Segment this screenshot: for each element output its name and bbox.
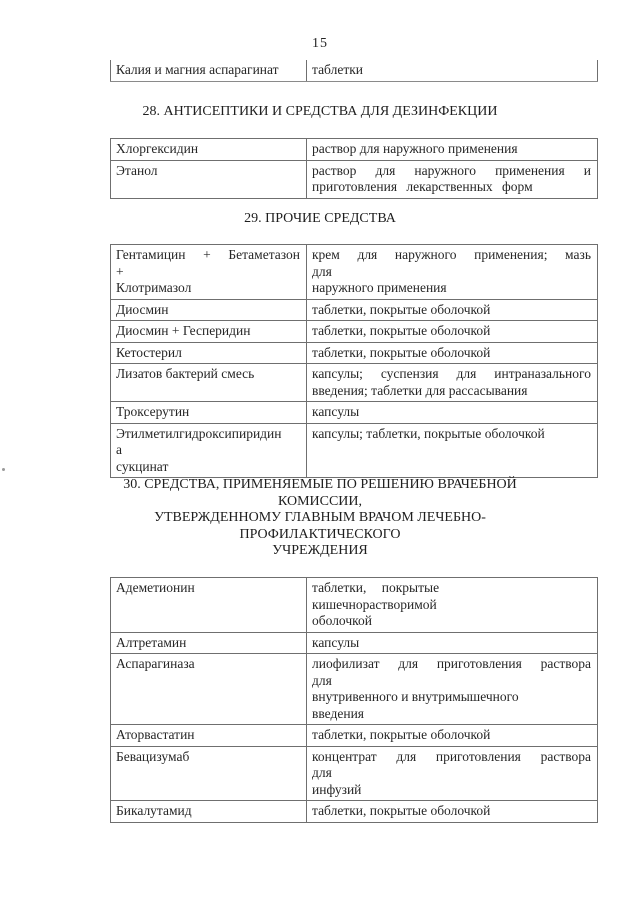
- drug-name-cell: [111, 423, 307, 478]
- dosage-form-cell: [307, 139, 598, 161]
- section-30-table: [110, 577, 598, 823]
- table-row: [111, 402, 598, 424]
- scan-speck-artifact: [2, 468, 5, 471]
- dosage-form-line: раствор для наружного применения и: [312, 162, 591, 178]
- dosage-form-line: таблетки, покрытые оболочкой: [312, 301, 491, 317]
- section-30-heading-line: КОМИССИИ,: [277, 493, 363, 509]
- section-28-heading: 28. АНТИСЕПТИКИ И СРЕДСТВА ДЛЯ ДЕЗИНФЕКЦИИ: [142, 104, 498, 119]
- dosage-form-line: капсулы: [312, 404, 360, 419]
- dosage-form-line: для: [312, 263, 332, 279]
- table-row: [111, 801, 598, 823]
- table-row: [111, 746, 598, 801]
- table-row: [111, 423, 598, 478]
- drug-name: Лизатов бактерий смесь: [116, 366, 255, 381]
- dosage-form-line: инфузий: [312, 781, 362, 797]
- drug-name: Аспарагиназа: [116, 656, 195, 671]
- dosage-form-cell: [307, 632, 598, 654]
- section-30-heading-line: УЧРЕЖДЕНИЯ: [272, 543, 368, 558]
- table-row: [111, 60, 598, 81]
- table-row: [111, 578, 598, 633]
- drug-name-cell: [111, 746, 307, 801]
- drug-name: Бевацизумаб: [116, 748, 190, 764]
- dosage-form-line: капсулы; суспензия для интраназального: [312, 366, 591, 381]
- drug-name-line: Этилметилгидроксипиридин: [116, 425, 282, 441]
- drug-name-cell: [111, 299, 307, 321]
- drug-name-cell: [111, 654, 307, 725]
- drug-name-cell: [111, 245, 307, 300]
- dosage-form-cell: [307, 578, 598, 633]
- dosage-form-line: оболочкой: [312, 613, 372, 628]
- drug-name-cell: [111, 801, 307, 823]
- dosage-form-line: капсулы; таблетки, покрытые оболочкой: [312, 425, 545, 441]
- drug-name-cell: [111, 402, 307, 424]
- dosage-form: таблетки: [312, 62, 364, 77]
- table-row: [111, 160, 598, 198]
- drug-name: Троксерутин: [116, 404, 190, 419]
- section-29-heading: 29. ПРОЧИЕ СРЕДСТВА: [244, 211, 396, 226]
- continuation-table: [110, 60, 598, 82]
- dosage-form-cell: [307, 160, 598, 198]
- drug-name: Кетостерил: [116, 344, 182, 360]
- drug-name-cell: [111, 60, 307, 81]
- table-row: [111, 632, 598, 654]
- drug-name-line: а: [116, 442, 122, 457]
- dosage-form-line: для: [312, 765, 332, 780]
- drug-name-cell: [111, 578, 307, 633]
- drug-name-line: Клотримазол: [116, 280, 192, 295]
- drug-name: Аторвастатин: [116, 727, 195, 742]
- dosage-form-line: лиофилизат для приготовления раствора: [312, 656, 591, 671]
- dosage-form-cell: [307, 725, 598, 747]
- drug-name: Калия и магния аспарагинат: [116, 62, 279, 77]
- dosage-form-cell: [307, 402, 598, 424]
- section-30-heading-line: 30. СРЕДСТВА, ПРИМЕНЯЕМЫЕ ПО РЕШЕНИЮ ВРАЧЕБНОЙ: [123, 477, 517, 492]
- dosage-form-cell: [307, 423, 598, 478]
- dosage-form-line: таблетки, покрытые оболочкой: [312, 727, 491, 742]
- dosage-form-line: капсулы: [312, 634, 360, 650]
- table-row: [111, 725, 598, 747]
- drug-name: Алтретамин: [116, 634, 187, 650]
- dosage-form-cell: [307, 60, 598, 81]
- dosage-form-cell: [307, 746, 598, 801]
- drug-name: Этанол: [116, 162, 158, 178]
- dosage-form-line: таблетки, покрытые оболочкой: [312, 344, 491, 360]
- drug-name-line: Гентамицин + Бетаметазон: [116, 247, 300, 262]
- table-row: [111, 139, 598, 161]
- drug-name-line: сукцинат: [116, 458, 169, 474]
- drug-name-line: +: [116, 263, 124, 279]
- dosage-form-cell: [307, 321, 598, 343]
- dosage-form-cell: [307, 299, 598, 321]
- drug-name: Бикалутамид: [116, 803, 192, 818]
- table-row: [111, 342, 598, 364]
- table-row: [111, 245, 598, 300]
- dosage-form-line: таблетки, покрытые оболочкой: [312, 803, 491, 818]
- dosage-form-line: внутривенного и внутримышечного: [312, 689, 519, 704]
- page-number: 15: [312, 36, 328, 51]
- dosage-form-line: наружного применения: [312, 280, 447, 295]
- dosage-form-cell: [307, 364, 598, 402]
- dosage-form-line: таблетки, покрытые оболочкой: [312, 323, 491, 338]
- table-row: [111, 364, 598, 402]
- drug-name-cell: [111, 342, 307, 364]
- dosage-form-cell: [307, 801, 598, 823]
- drug-name-cell: [111, 160, 307, 198]
- dosage-form-cell: [307, 342, 598, 364]
- section-30-heading: [20, 477, 620, 560]
- dosage-form-cell: [307, 654, 598, 725]
- section-28-table: [110, 138, 598, 199]
- drug-name-cell: [111, 632, 307, 654]
- table-row: [111, 654, 598, 725]
- dosage-form-line: концентрат для приготовления раствора: [312, 748, 591, 764]
- section-29-table: [110, 244, 598, 478]
- dosage-form-line: приготовления лекарственных форм: [312, 179, 533, 194]
- dosage-form-line: раствор для наружного применения: [312, 141, 518, 156]
- drug-name: Адеметионин: [116, 580, 195, 595]
- drug-name-cell: [111, 139, 307, 161]
- dosage-form-cell: [307, 245, 598, 300]
- dosage-form-line: крем для наружного применения; мазь: [312, 247, 591, 262]
- drug-name: Диосмин + Гесперидин: [116, 323, 251, 338]
- table-row: [111, 299, 598, 321]
- dosage-form-line: для: [312, 672, 332, 688]
- drug-name-cell: [111, 364, 307, 402]
- table-row: [111, 321, 598, 343]
- drug-name: Диосмин: [116, 301, 169, 317]
- drug-name-cell: [111, 725, 307, 747]
- section-30-heading-line: ПРОФИЛАКТИЧЕСКОГО: [239, 526, 401, 542]
- dosage-form-line: таблетки, покрытые: [312, 580, 440, 595]
- section-30-heading-line: УТВЕРЖДЕННОМУ ГЛАВНЫМ ВРАЧОМ ЛЕЧЕБНО-: [154, 510, 486, 525]
- dosage-form-line: введения: [312, 705, 365, 721]
- dosage-form-line: кишечнорастворимой: [312, 596, 437, 612]
- dosage-form-line: введения; таблетки для рассасывания: [312, 382, 528, 398]
- drug-name-cell: [111, 321, 307, 343]
- drug-name: Хлоргексидин: [116, 141, 199, 156]
